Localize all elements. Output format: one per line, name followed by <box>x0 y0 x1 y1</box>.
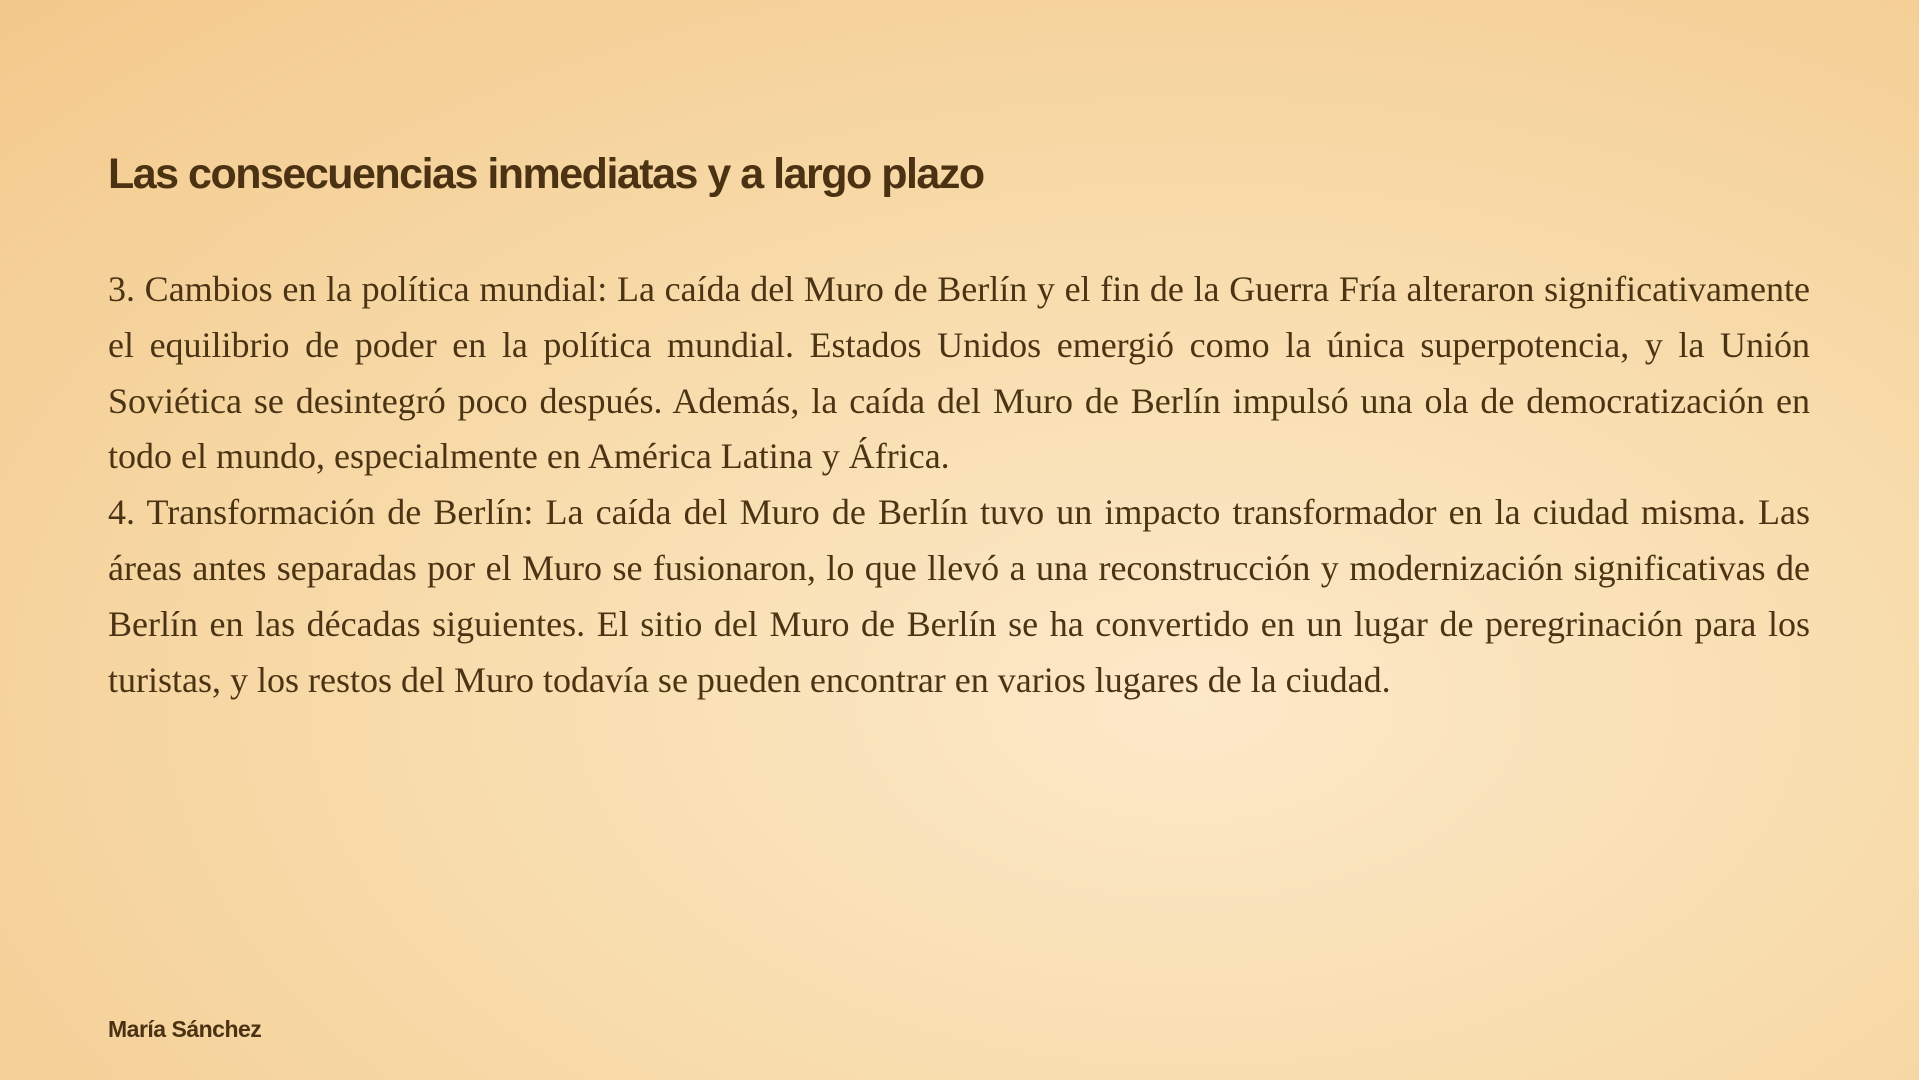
slide-title: Las consecuencias inmediatas y a largo plazo <box>108 150 984 198</box>
paragraph-transformacion-berlin: 4. Transformación de Berlín: La caída del Muro de Berlín tuvo un impacto transformador en la ciudad misma. Las áreas antes separadas por el Muro se fusionaron, lo que llevó a una reconstrucción y modernización significativas de Berlín en las décadas siguientes. El sitio del Muro de Berlín se ha convertido en un lugar de peregrinación para los turistas, y los restos del Muro todavía se pueden encontrar en varios lugares de la ciudad. <box>108 492 1810 700</box>
slide-body <box>108 262 1810 708</box>
author-name: María Sánchez <box>108 1016 262 1042</box>
paragraph-politica-mundial: 3. Cambios en la política mundial: La caída del Muro de Berlín y el fin de la Guerra Fría alteraron significativamente el equilibrio de poder en la política mundial. Estados Unidos emergió como la única superpotencia, y la Unión Soviética se desintegró poco después. Además, la caída del Muro de Berlín impulsó una ola de democratización en todo el mundo, especialmente en América Latina y África. <box>108 269 1810 477</box>
